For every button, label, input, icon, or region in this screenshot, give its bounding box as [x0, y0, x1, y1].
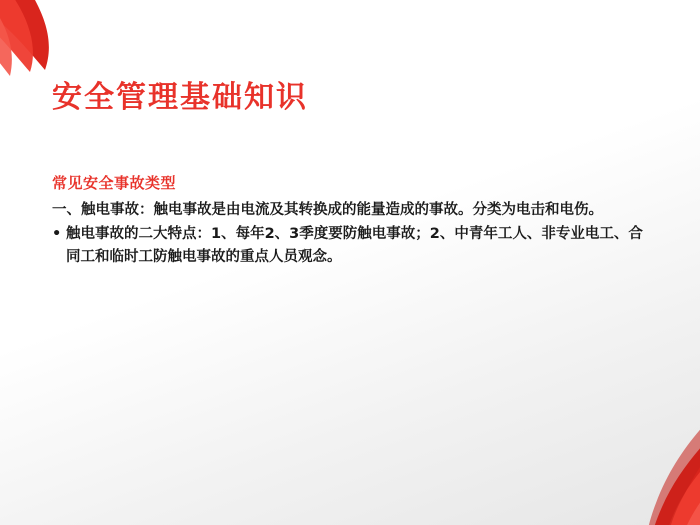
bullet-item-text: 触电事故的二大特点：1、每年2、3季度要防触电事故；2、中青年工人、非专业电工、合同工和临时工防触电事故的重点人员观念。	[66, 226, 643, 265]
ribbon-decoration-bottom-right	[590, 417, 700, 525]
bullet-marker-icon: •	[52, 226, 62, 243]
section-subheading: 常见安全事故类型	[52, 174, 177, 192]
ribbon-decoration-top-left	[0, 0, 110, 80]
slide-body	[52, 172, 648, 268]
body-paragraph: 一、触电事故：触电事故是由电流及其转换成的能量造成的事故。分类为电击和电伤。	[52, 202, 603, 218]
slide-title: 安全管理基础知识	[52, 80, 308, 115]
bullet-list-item	[52, 223, 648, 268]
